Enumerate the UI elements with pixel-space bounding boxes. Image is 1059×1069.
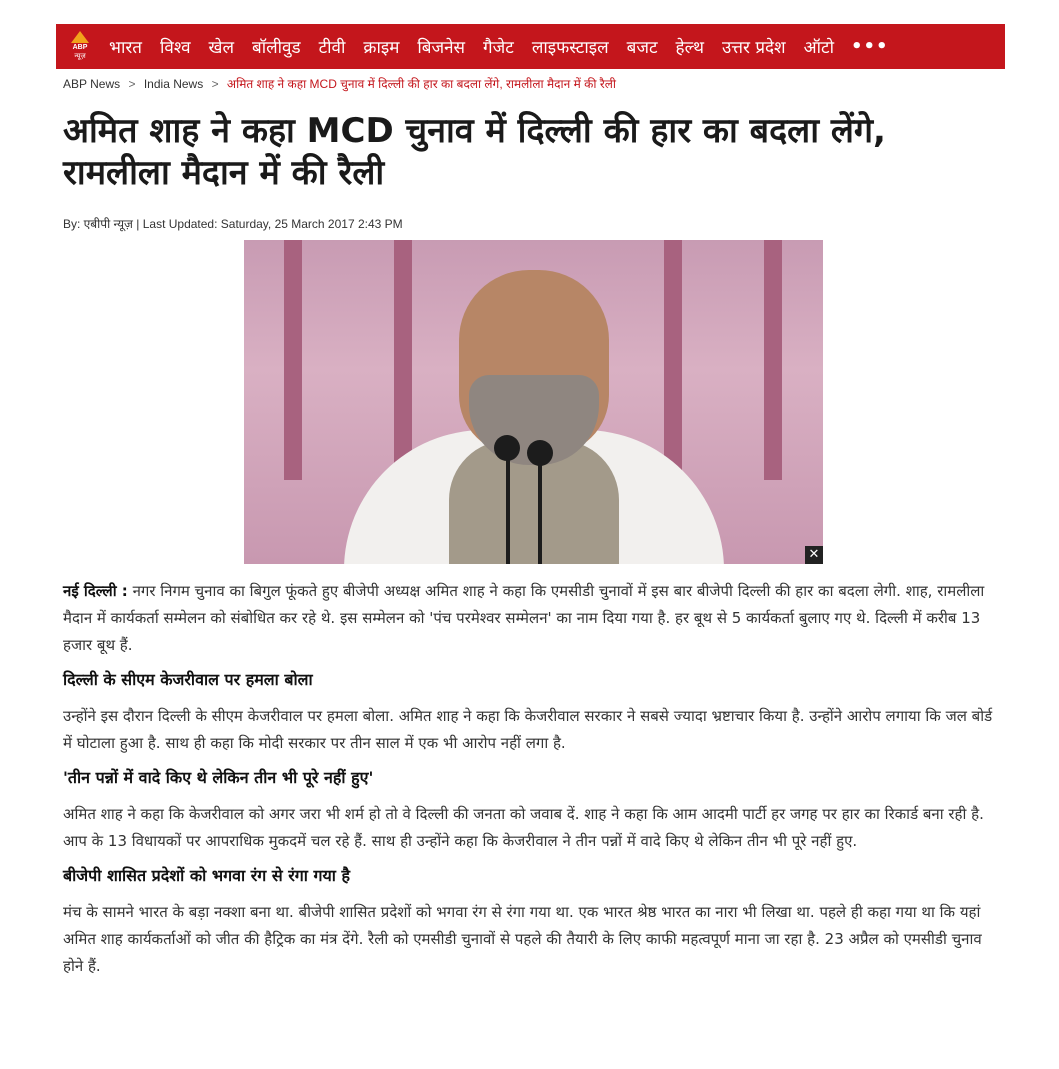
backdrop-stripe bbox=[394, 240, 412, 480]
section-heading: दिल्ली के सीएम केजरीवाल पर हमला बोला bbox=[63, 670, 313, 689]
logo-text: ABP bbox=[72, 43, 88, 51]
article-body bbox=[63, 578, 1005, 988]
nav-item-tv[interactable]: टीवी bbox=[318, 38, 346, 58]
nav-item-business[interactable]: बिजनेस bbox=[417, 38, 466, 58]
microphone-stand bbox=[538, 460, 542, 564]
nav-items bbox=[100, 35, 897, 58]
nav-item-vishwa[interactable]: विश्व bbox=[160, 38, 191, 58]
breadcrumb-section[interactable]: India News bbox=[143, 77, 204, 91]
nav-item-health[interactable]: हेल्थ bbox=[675, 38, 704, 58]
section-heading: बीजेपी शासित प्रदेशों को भगवा रंग से रंगा गया है bbox=[63, 866, 350, 885]
section-paragraph: अमित शाह ने कहा कि केजरीवाल को अगर जरा भी शर्म हो तो वे दिल्ली की जनता को जवाब दें. शाह ने कहा कि आम आदमी पार्टी हर जगह पर हार का रिकार्ड बना रही है. आप के 13 विधायकों पर आपराधिक मुकदमें चल रहे हैं. साथ ही उन्होंने कहा कि केजरीवाल ने तीन पन्नों में वादे किए थे लेकिन तीन भी पूरे नहीं हुए. bbox=[63, 805, 984, 850]
dateline: नई दिल्ली : bbox=[63, 582, 128, 600]
top-nav-bar bbox=[56, 24, 1005, 69]
more-menu-icon[interactable]: ••• bbox=[851, 36, 889, 57]
breadcrumb-separator-icon: > bbox=[211, 77, 219, 91]
section-paragraph: उन्होंने इस दौरान दिल्ली के सीएम केजरीवाल पर हमला बोला. अमित शाह ने कहा कि केजरीवाल सरकार ने सबसे ज्यादा भ्रष्टाचार किया है. उन्होंने आरोप लगाया कि जल बोर्ड में घोटाला हुआ है. साथ ही कहा कि मोदी सरकार पर तीन साल में एक भी आरोप नहीं लगा है. bbox=[63, 707, 993, 752]
backdrop-stripe bbox=[284, 240, 302, 480]
intro-text: नगर निगम चुनाव का बिगुल फूंकते हुए बीजेपी अध्यक्ष अमित शाह ने कहा कि एमसीडी चुनावों में इस बार बीजेपी दिल्ली की हार का बदला लेगी. शाह, रामलीला मैदान में कार्यकर्ता सम्मेलन को संबोधित कर रहे थे. इस सम्मेलन को 'पंच परमेश्वर सम्मेलन' का नाम दिया गया है. हर बूथ से 5 कार्यकर्ता बुलाए गए थे. दिल्ली में करीब 13 हजार बूथ हैं. bbox=[63, 582, 985, 654]
abp-logo[interactable] bbox=[68, 28, 92, 66]
backdrop-stripe bbox=[664, 240, 682, 480]
nav-item-crime[interactable]: क्राइम bbox=[363, 38, 400, 58]
section-heading: 'तीन पन्नों में वादे किए थे लेकिन तीन भी पूरे नहीं हुए' bbox=[63, 768, 374, 787]
article-intro bbox=[63, 578, 1005, 659]
backdrop-stripe bbox=[764, 240, 782, 480]
nav-item-budget[interactable]: बजट bbox=[626, 38, 658, 58]
logo-triangle-icon bbox=[71, 31, 89, 43]
nav-item-bollywood[interactable]: बॉलीवुड bbox=[251, 38, 301, 58]
nav-item-lifestyle[interactable]: लाइफस्टाइल bbox=[531, 38, 609, 58]
nav-item-khel[interactable]: खेल bbox=[208, 38, 234, 58]
breadcrumb-home[interactable]: ABP News bbox=[63, 77, 121, 91]
section-paragraph: मंच के सामने भारत के बड़ा नक्शा बना था. बीजेपी शासित प्रदेशों को भगवा रंग से रंगा गया था. एक भारत श्रेष्ठ भारत का नारा भी लिखा था. पहले ही कहा गया था कि यहां अमित शाह कार्यकर्ताओं को जीत की हैट्रिक का मंत्र देंगे. रैली को एमसीडी चुनावों से पहले की तैयारी के लिए काफी महत्वपूर्ण माना जा रहा है. 23 अप्रैल को एमसीडी चुनाव होने हैं. bbox=[63, 903, 982, 975]
article-hero-image bbox=[244, 240, 823, 564]
nav-item-gadget[interactable]: गैजेट bbox=[483, 38, 514, 58]
nav-item-uttar-pradesh[interactable]: उत्तर प्रदेश bbox=[721, 38, 786, 58]
nav-item-bharat[interactable]: भारत bbox=[109, 38, 142, 58]
article-headline: अमित शाह ने कहा MCD चुनाव में दिल्ली की हार का बदला लेंगे, रामलीला मैदान में की रैली bbox=[63, 111, 886, 193]
breadcrumb-current: अमित शाह ने कहा MCD चुनाव में दिल्ली की हार का बदला लेंगे, रामलीला मैदान में की रैली bbox=[226, 77, 616, 91]
logo-subtext: न्यूज़ bbox=[74, 51, 86, 60]
microphone-stand bbox=[506, 455, 510, 564]
breadcrumb-separator-icon: > bbox=[128, 77, 136, 91]
close-icon[interactable]: ✕ bbox=[805, 546, 823, 564]
breadcrumb bbox=[63, 75, 616, 92]
article-byline: By: एबीपी न्यूज़ | Last Updated: Saturday, 25 March 2017 2:43 PM bbox=[63, 217, 403, 231]
nav-item-auto[interactable]: ऑटो bbox=[803, 38, 834, 58]
